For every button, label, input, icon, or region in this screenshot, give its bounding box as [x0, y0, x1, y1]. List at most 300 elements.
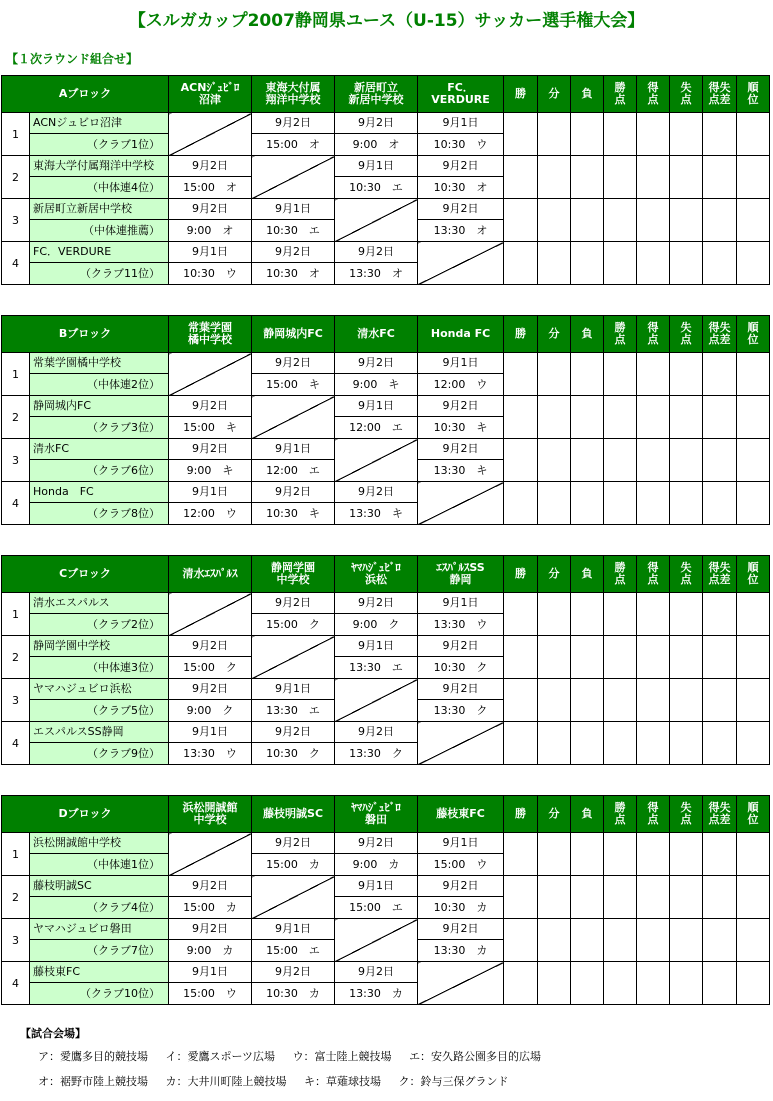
stat-header: 勝	[504, 76, 538, 113]
stat-cell	[703, 156, 737, 199]
match-date: 9月2日	[418, 156, 503, 177]
match-time-venue: 15:00 ク	[266, 618, 320, 631]
stat-header: 勝	[504, 316, 538, 353]
team-name: 清水FC	[30, 439, 168, 460]
match-time-venue: 13:30 エ	[349, 661, 403, 674]
match-cell	[335, 833, 418, 876]
match-date: 9月2日	[335, 353, 417, 374]
match-cell	[418, 439, 504, 482]
stat-header: 勝	[504, 796, 538, 833]
match-cell	[418, 679, 504, 722]
stat-cell	[504, 439, 538, 482]
stat-cell	[604, 396, 637, 439]
stat-cell	[703, 962, 737, 1005]
match-cell	[252, 833, 335, 876]
team-cell	[30, 876, 169, 919]
match-time-venue: 10:30 エ	[266, 224, 320, 237]
stat-cell	[637, 156, 670, 199]
match-cell	[252, 199, 335, 242]
stat-cell	[703, 353, 737, 396]
team-qualification: （クラブ7位）	[87, 944, 161, 957]
team-name: ヤマハジュビロ浜松	[30, 679, 168, 700]
stat-cell	[604, 876, 637, 919]
stat-cell	[504, 353, 538, 396]
stat-cell	[504, 396, 538, 439]
stat-cell	[571, 833, 604, 876]
match-time-venue: 10:30 ウ	[433, 138, 488, 151]
stat-cell	[504, 156, 538, 199]
team-row	[2, 919, 770, 962]
stat-header: 失 点	[670, 316, 703, 353]
stat-cell	[604, 593, 637, 636]
opponent-header: 清水FC	[335, 316, 418, 353]
stat-cell	[703, 242, 737, 285]
stat-header: 順 位	[737, 76, 770, 113]
match-time-venue: 9:00 オ	[186, 224, 234, 237]
match-date: 9月1日	[169, 482, 251, 503]
team-cell	[30, 113, 169, 156]
team-qualification: （中体連推薦）	[83, 224, 161, 237]
stat-cell	[637, 919, 670, 962]
match-cell	[335, 353, 418, 396]
match-cell	[335, 876, 418, 919]
team-row	[2, 156, 770, 199]
team-number: 3	[2, 199, 30, 242]
stat-header: 負	[571, 76, 604, 113]
stat-cell	[538, 439, 571, 482]
match-cell	[335, 482, 418, 525]
block-name: Cブロック	[2, 556, 169, 593]
match-date: 9月2日	[252, 482, 334, 503]
match-date: 9月2日	[418, 679, 503, 700]
stat-cell	[538, 636, 571, 679]
match-cell	[418, 199, 504, 242]
stat-cell	[670, 636, 703, 679]
match-cell	[169, 722, 252, 765]
stat-cell	[604, 722, 637, 765]
match-date: 9月1日	[335, 396, 417, 417]
team-number: 4	[2, 242, 30, 285]
stat-cell	[737, 156, 770, 199]
stat-cell	[504, 113, 538, 156]
stat-cell	[737, 396, 770, 439]
team-row	[2, 113, 770, 156]
team-cell	[30, 242, 169, 285]
venue-i: イ：愛鷹スポーツ広場	[165, 1050, 276, 1063]
team-cell	[30, 636, 169, 679]
stat-cell	[670, 353, 703, 396]
stat-cell	[571, 962, 604, 1005]
match-cell	[169, 636, 252, 679]
venues-title: 【試合会場】	[20, 1027, 86, 1040]
match-cell	[335, 156, 418, 199]
team-qualification: （クラブ8位）	[87, 507, 161, 520]
team-name: 静岡学園中学校	[30, 636, 168, 657]
stat-cell	[538, 919, 571, 962]
match-cell	[169, 962, 252, 1005]
team-qualification: （中体連1位）	[87, 858, 161, 871]
match-date: 9月2日	[252, 113, 334, 134]
match-time-venue: 13:30 ク	[349, 747, 403, 760]
stat-cell	[637, 199, 670, 242]
stat-cell	[538, 833, 571, 876]
match-time-venue: 10:30 オ	[266, 267, 320, 280]
team-name: 清水エスパルス	[30, 593, 168, 614]
match-cell	[335, 113, 418, 156]
match-date: 9月2日	[252, 833, 334, 854]
stat-cell	[670, 593, 703, 636]
stat-cell	[703, 919, 737, 962]
match-date: 9月1日	[335, 156, 417, 177]
stat-cell	[703, 833, 737, 876]
team-row	[2, 242, 770, 285]
stat-cell	[538, 679, 571, 722]
stat-header: 順 位	[737, 556, 770, 593]
stat-cell	[538, 156, 571, 199]
self-match-cell	[169, 353, 252, 396]
match-time-venue: 9:00 ク	[352, 618, 400, 631]
stat-cell	[538, 593, 571, 636]
match-cell	[335, 242, 418, 285]
match-cell	[169, 396, 252, 439]
team-row	[2, 833, 770, 876]
team-row	[2, 679, 770, 722]
match-cell	[169, 876, 252, 919]
match-time-venue: 9:00 ク	[186, 704, 234, 717]
team-cell	[30, 156, 169, 199]
stat-header: 負	[571, 316, 604, 353]
stat-cell	[637, 482, 670, 525]
stat-cell	[637, 396, 670, 439]
match-date: 9月1日	[335, 636, 417, 657]
stat-cell	[504, 919, 538, 962]
match-time-venue: 13:30 オ	[433, 224, 488, 237]
team-cell	[30, 396, 169, 439]
team-row	[2, 876, 770, 919]
match-cell	[418, 156, 504, 199]
self-match-cell	[169, 833, 252, 876]
match-time-venue: 13:30 オ	[349, 267, 403, 280]
self-match-cell	[169, 593, 252, 636]
stat-cell	[604, 156, 637, 199]
match-date: 9月2日	[169, 679, 251, 700]
team-qualification: （クラブ6位）	[87, 464, 161, 477]
stat-cell	[538, 353, 571, 396]
opponent-header: 浜松開誠館 中学校	[169, 796, 252, 833]
stat-cell	[637, 636, 670, 679]
team-row	[2, 353, 770, 396]
stat-cell	[670, 439, 703, 482]
stat-cell	[670, 482, 703, 525]
team-row	[2, 482, 770, 525]
stat-cell	[571, 439, 604, 482]
match-time-venue: 10:30 カ	[266, 987, 320, 1000]
stat-cell	[737, 353, 770, 396]
team-number: 3	[2, 679, 30, 722]
opponent-header: 静岡城内FC	[252, 316, 335, 353]
stat-header: 勝 点	[604, 556, 637, 593]
stat-cell	[538, 396, 571, 439]
match-date: 9月1日	[252, 919, 334, 940]
match-time-venue: 13:30 キ	[349, 507, 403, 520]
stat-cell	[604, 242, 637, 285]
match-date: 9月2日	[252, 353, 334, 374]
match-date: 9月2日	[169, 636, 251, 657]
stat-cell	[604, 439, 637, 482]
self-match-cell	[335, 199, 418, 242]
stat-cell	[571, 593, 604, 636]
stat-cell	[637, 593, 670, 636]
stat-cell	[637, 439, 670, 482]
stat-header: 得失 点差	[703, 796, 737, 833]
match-date: 9月2日	[169, 919, 251, 940]
team-name: Honda FC	[30, 482, 168, 503]
stat-cell	[604, 962, 637, 1005]
stat-cell	[670, 242, 703, 285]
stat-cell	[538, 199, 571, 242]
stat-cell	[604, 353, 637, 396]
opponent-header: 藤枝東FC	[418, 796, 504, 833]
match-time-venue: 12:00 エ	[349, 421, 403, 434]
match-cell	[252, 439, 335, 482]
stat-cell	[604, 636, 637, 679]
opponent-header: FC． VERDURE	[418, 76, 504, 113]
match-time-venue: 13:30 ク	[433, 704, 488, 717]
stat-header: 勝 点	[604, 796, 637, 833]
team-row	[2, 962, 770, 1005]
opponent-header: ﾔﾏﾊｼﾞｭﾋﾞﾛ 磐田	[335, 796, 418, 833]
match-date: 9月2日	[252, 722, 334, 743]
stat-cell	[670, 199, 703, 242]
match-time-venue: 10:30 ウ	[183, 267, 237, 280]
match-date: 9月2日	[252, 962, 334, 983]
stat-cell	[571, 396, 604, 439]
match-time-venue: 15:00 キ	[183, 421, 237, 434]
match-time-venue: 10:30 エ	[349, 181, 403, 194]
match-cell	[418, 876, 504, 919]
stat-cell	[538, 962, 571, 1005]
team-cell	[30, 199, 169, 242]
match-time-venue: 15:00 キ	[266, 378, 320, 391]
stat-cell	[538, 482, 571, 525]
stat-header: 失 点	[670, 76, 703, 113]
match-cell	[418, 636, 504, 679]
match-time-venue: 15:00 ク	[183, 661, 237, 674]
team-cell	[30, 962, 169, 1005]
match-cell	[252, 113, 335, 156]
match-date: 9月2日	[169, 876, 251, 897]
stat-header: 得 点	[637, 796, 670, 833]
stat-cell	[670, 156, 703, 199]
match-time-venue: 13:30 カ	[433, 944, 488, 957]
stat-cell	[703, 722, 737, 765]
stat-cell	[604, 679, 637, 722]
stat-cell	[504, 833, 538, 876]
match-cell	[418, 353, 504, 396]
match-time-venue: 10:30 キ	[266, 507, 320, 520]
self-match-cell	[418, 962, 504, 1005]
team-number: 4	[2, 722, 30, 765]
team-qualification: （クラブ2位）	[87, 618, 161, 631]
venues-row-1	[38, 1048, 555, 1064]
block-table	[1, 795, 770, 1005]
match-time-venue: 13:30 キ	[433, 464, 488, 477]
stat-cell	[737, 876, 770, 919]
match-cell	[169, 679, 252, 722]
team-number: 2	[2, 396, 30, 439]
stat-header: 負	[571, 796, 604, 833]
opponent-header: 常葉学園 橘中学校	[169, 316, 252, 353]
match-cell	[252, 242, 335, 285]
match-date: 9月2日	[418, 876, 503, 897]
stat-header: 失 点	[670, 796, 703, 833]
stat-header: 順 位	[737, 796, 770, 833]
match-date: 9月2日	[418, 439, 503, 460]
stat-header: 勝 点	[604, 316, 637, 353]
stat-cell	[703, 679, 737, 722]
stat-cell	[504, 482, 538, 525]
stat-cell	[703, 636, 737, 679]
match-time-venue: 15:00 エ	[266, 944, 320, 957]
team-qualification: （中体連3位）	[87, 661, 161, 674]
match-date: 9月1日	[169, 242, 251, 263]
stat-cell	[703, 113, 737, 156]
match-date: 9月2日	[169, 156, 251, 177]
stat-cell	[571, 242, 604, 285]
match-cell	[252, 919, 335, 962]
match-date: 9月2日	[252, 242, 334, 263]
stat-cell	[538, 242, 571, 285]
team-qualification: （中体連2位）	[87, 378, 161, 391]
match-cell	[335, 636, 418, 679]
team-number: 4	[2, 482, 30, 525]
match-cell	[169, 919, 252, 962]
stat-header: 失 点	[670, 556, 703, 593]
stat-cell	[637, 242, 670, 285]
stat-header: 勝	[504, 556, 538, 593]
venue-e: エ：安久路公園多目的広場	[409, 1050, 542, 1063]
team-row	[2, 593, 770, 636]
match-time-venue: 10:30 ク	[266, 747, 320, 760]
team-name: ヤマハジュビロ磐田	[30, 919, 168, 940]
stat-cell	[504, 679, 538, 722]
team-name: 新居町立新居中学校	[30, 199, 168, 220]
stat-cell	[504, 636, 538, 679]
match-cell	[169, 242, 252, 285]
team-number: 2	[2, 876, 30, 919]
stat-cell	[737, 113, 770, 156]
match-cell	[252, 962, 335, 1005]
stat-cell	[637, 876, 670, 919]
match-time-venue: 10:30 オ	[433, 181, 488, 194]
match-time-venue: 9:00 オ	[352, 138, 400, 151]
match-date: 9月2日	[335, 242, 417, 263]
team-cell	[30, 919, 169, 962]
stat-cell	[571, 636, 604, 679]
team-name: 浜松開誠館中学校	[30, 833, 168, 854]
match-date: 9月2日	[418, 636, 503, 657]
stat-cell	[604, 199, 637, 242]
match-time-venue: 10:30 キ	[433, 421, 488, 434]
team-cell	[30, 439, 169, 482]
match-time-venue: 10:30 カ	[433, 901, 488, 914]
stat-cell	[670, 919, 703, 962]
block-name: Aブロック	[2, 76, 169, 113]
match-time-venue: 13:30 エ	[266, 704, 320, 717]
stat-cell	[604, 113, 637, 156]
stat-cell	[637, 962, 670, 1005]
self-match-cell	[335, 439, 418, 482]
block-table	[1, 75, 770, 285]
match-cell	[252, 679, 335, 722]
stat-cell	[737, 439, 770, 482]
stat-cell	[670, 962, 703, 1005]
stat-header: 得失 点差	[703, 316, 737, 353]
match-time-venue: 15:00 カ	[266, 858, 320, 871]
opponent-header: ﾔﾏﾊｼﾞｭﾋﾞﾛ 浜松	[335, 556, 418, 593]
stat-cell	[703, 876, 737, 919]
stat-header: 分	[538, 76, 571, 113]
venue-ku: ク：鈴与三保グランド	[398, 1075, 509, 1088]
stat-cell	[703, 199, 737, 242]
stat-header: 得 点	[637, 76, 670, 113]
match-time-venue: 15:00 カ	[183, 901, 237, 914]
stat-header: 負	[571, 556, 604, 593]
match-cell	[169, 156, 252, 199]
team-cell	[30, 593, 169, 636]
stat-cell	[604, 833, 637, 876]
team-row	[2, 199, 770, 242]
match-cell	[335, 593, 418, 636]
stat-cell	[737, 962, 770, 1005]
stat-cell	[538, 876, 571, 919]
stat-cell	[737, 722, 770, 765]
stat-cell	[670, 876, 703, 919]
stat-cell	[670, 833, 703, 876]
venue-a: ア：愛鷹多目的競技場	[38, 1050, 148, 1063]
match-date: 9月1日	[252, 679, 334, 700]
opponent-header: 藤枝明誠SC	[252, 796, 335, 833]
team-qualification: （クラブ1位）	[87, 138, 161, 151]
stat-cell	[571, 722, 604, 765]
match-cell	[418, 833, 504, 876]
match-cell	[418, 593, 504, 636]
team-qualification: （クラブ3位）	[87, 421, 161, 434]
team-number: 3	[2, 439, 30, 482]
match-time-venue: 13:30 カ	[349, 987, 403, 1000]
page-title: 【スルガカップ2007静岡県ユース（U-15）サッカー選手権大会】	[128, 11, 645, 31]
team-cell	[30, 722, 169, 765]
stat-cell	[571, 353, 604, 396]
self-match-cell	[335, 919, 418, 962]
stat-cell	[737, 199, 770, 242]
match-time-venue: 15:00 オ	[266, 138, 320, 151]
self-match-cell	[169, 113, 252, 156]
stat-cell	[637, 722, 670, 765]
match-date: 9月2日	[418, 396, 503, 417]
match-time-venue: 10:30 ク	[433, 661, 488, 674]
match-cell	[418, 919, 504, 962]
match-date: 9月2日	[335, 113, 417, 134]
stat-cell	[670, 396, 703, 439]
stat-cell	[737, 482, 770, 525]
stat-header: 分	[538, 796, 571, 833]
match-date: 9月2日	[169, 199, 251, 220]
team-qualification: （クラブ11位）	[80, 267, 161, 280]
team-number: 3	[2, 919, 30, 962]
self-match-cell	[252, 876, 335, 919]
self-match-cell	[252, 396, 335, 439]
